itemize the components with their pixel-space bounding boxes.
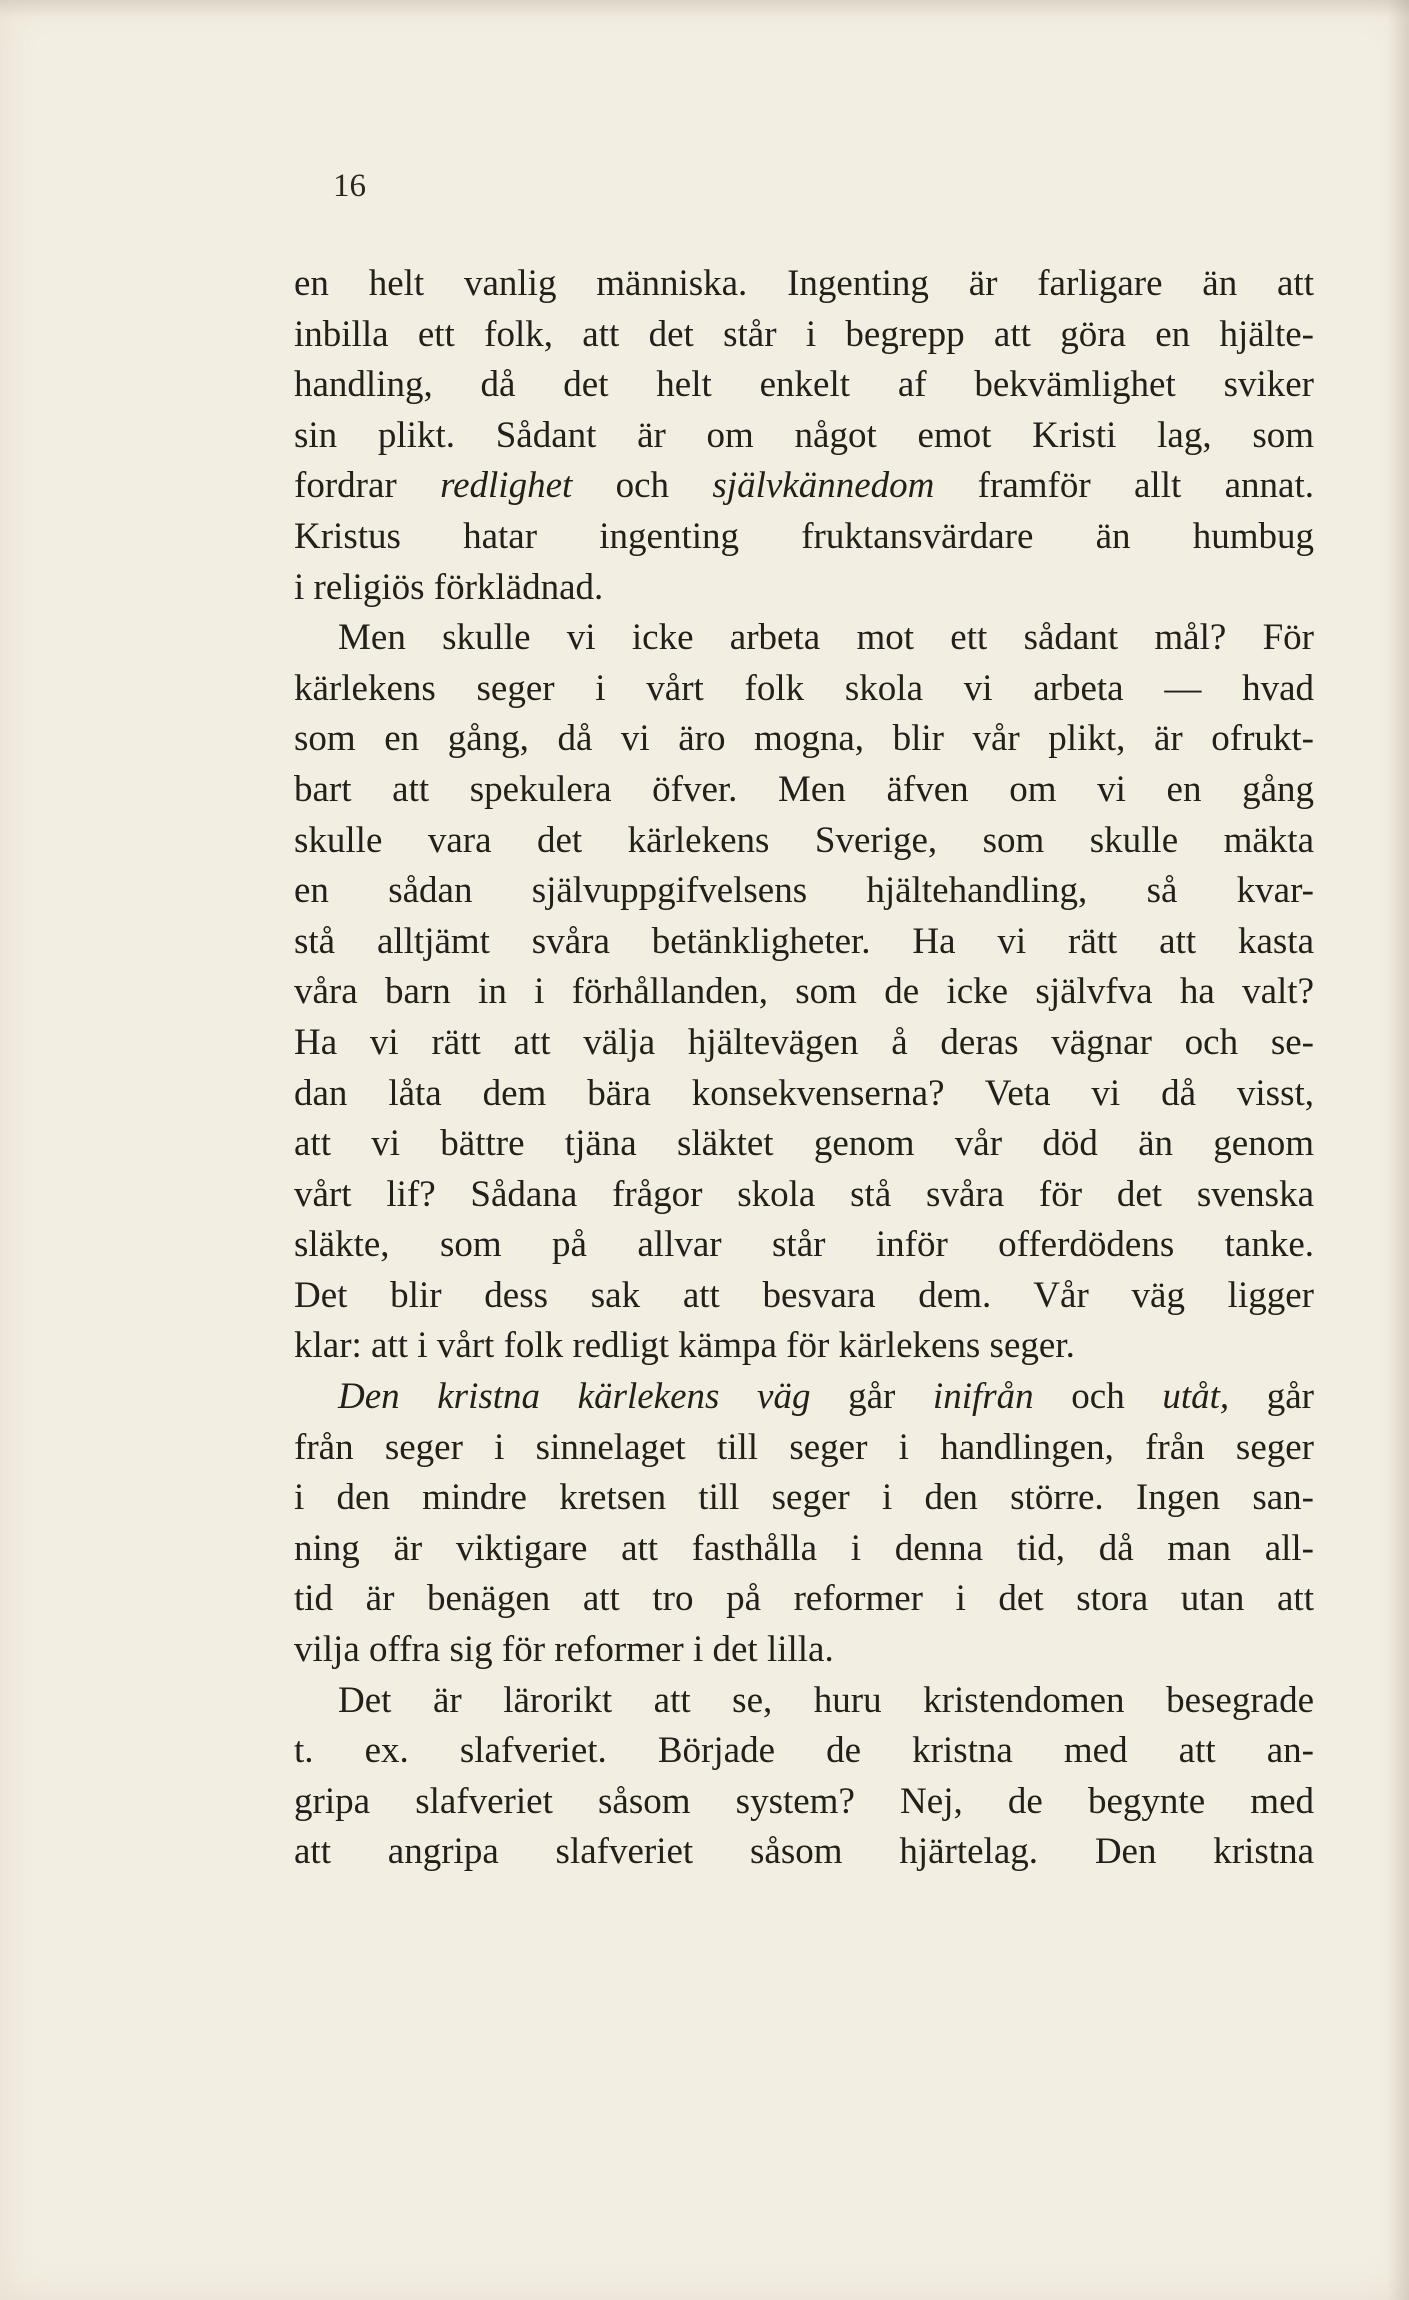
text-line [294, 411, 1314, 462]
text-line [294, 1625, 1314, 1676]
text-segment: framför allt annat. [934, 465, 1314, 507]
text-segment: Det blir dess sak att besvara dem. Vår väg ligger [294, 1274, 1314, 1316]
text-line [294, 461, 1314, 512]
text-line [294, 1524, 1314, 1575]
text-segment: i religiös förklädnad. [294, 566, 604, 608]
text-segment: och [572, 465, 713, 507]
text-line [294, 1170, 1314, 1221]
italic-text: Den kristna kärlekens väg [338, 1376, 811, 1418]
page-top-shadow [0, 0, 1409, 18]
text-segment: att vi bättre tjäna släktet genom vår död än genom [294, 1123, 1314, 1165]
text-segment: Men skulle vi icke arbeta mot ett sådant mål? För [338, 617, 1314, 659]
text-segment: inbilla ett folk, att det står i begrepp att göra en hjälte- [294, 313, 1314, 355]
text-segment: stå alltjämt svåra betänkligheter. Ha vi rätt att kasta [294, 920, 1314, 962]
text-segment: släkte, som på allvar står inför offerdödens tanke. [294, 1224, 1314, 1266]
text-segment: som en gång, då vi äro mogna, blir vår plikt, är ofrukt- [294, 718, 1314, 760]
text-segment: går [810, 1376, 933, 1418]
text-segment: en sådan självuppgifvelsens hjältehandling, så kvar- [294, 870, 1314, 912]
text-segment: dan låta dem bära konsekvenserna? Veta vi då visst, [294, 1072, 1314, 1114]
text-line [294, 816, 1314, 867]
page-number: 16 [333, 168, 366, 204]
text-line [294, 1119, 1314, 1170]
italic-text: redlighet [440, 465, 573, 507]
text-segment: en helt vanlig människa. Ingenting är farligare än att [294, 263, 1314, 304]
text-segment: bart att spekulera öfver. Men äfven om vi en gång [294, 768, 1314, 810]
text-line [294, 1574, 1314, 1625]
text-segment: Kristus hatar ingenting fruktansvärdare än humbug [294, 515, 1314, 557]
text-line [294, 1271, 1314, 1322]
text-line [294, 512, 1314, 563]
text-line [294, 613, 1314, 664]
text-line [294, 259, 1314, 310]
text-segment: gripa slafveriet såsom system? Nej, de begynte med [294, 1780, 1314, 1822]
text-segment: klar: att i vårt folk redligt kämpa för kärlekens seger. [294, 1325, 1075, 1367]
text-segment: Ha vi rätt att välja hjältevägen å deras vägnar och se- [294, 1021, 1314, 1063]
text-segment: Det är lärorikt att se, huru kristendomen besegrade [338, 1679, 1314, 1721]
text-line [294, 866, 1314, 917]
italic-text: utåt, [1162, 1376, 1230, 1418]
text-line [294, 1676, 1314, 1727]
text-segment: och [1033, 1376, 1163, 1418]
text-line [294, 1473, 1314, 1524]
text-line [294, 1777, 1314, 1828]
text-line [294, 1726, 1314, 1777]
page-edge-shadow [1387, 0, 1409, 2300]
italic-text: inifrån [932, 1376, 1034, 1418]
italic-text: självkännedom [712, 465, 935, 507]
text-line [294, 1220, 1314, 1271]
text-segment: ning är viktigare att fasthålla i denna tid, då man all- [294, 1527, 1314, 1569]
text-segment: tid är benägen att tro på reformer i det stora utan att [294, 1578, 1314, 1620]
text-segment: att angripa slafveriet såsom hjärtelag. Den kristna [294, 1831, 1314, 1873]
text-segment: går [1229, 1376, 1314, 1418]
text-segment: sin plikt. Sådant är om något emot Kristi lag, som [294, 414, 1314, 456]
text-line [294, 1423, 1314, 1474]
text-line [294, 360, 1314, 411]
text-line [294, 917, 1314, 968]
text-segment: skulle vara det kärlekens Sverige, som skulle mäkta [294, 819, 1314, 861]
text-line [294, 1827, 1314, 1878]
text-segment: vilja offra sig för reformer i det lilla. [294, 1629, 834, 1671]
text-segment: fordrar [294, 465, 441, 507]
text-segment: våra barn in i förhållanden, som de icke självfva ha valt? [294, 971, 1314, 1013]
text-segment: i den mindre kretsen till seger i den större. Ingen san- [294, 1477, 1314, 1519]
text-segment: handling, då det helt enkelt af bekvämlighet sviker [294, 364, 1314, 406]
body-text [294, 259, 1314, 1878]
text-segment: t. ex. slafveriet. Började de kristna med att an- [294, 1730, 1314, 1772]
text-line [294, 664, 1314, 715]
text-line [294, 967, 1314, 1018]
text-line [294, 1069, 1314, 1120]
text-segment: vårt lif? Sådana frågor skola stå svåra för det svenska [294, 1173, 1314, 1215]
text-line [294, 765, 1314, 816]
text-line [294, 1018, 1314, 1069]
text-line [294, 1372, 1314, 1423]
text-line [294, 1321, 1314, 1372]
text-line [294, 310, 1314, 361]
text-line [294, 563, 1314, 614]
text-line [294, 714, 1314, 765]
text-segment: från seger i sinnelaget till seger i handlingen, från seger [294, 1426, 1314, 1468]
text-segment: kärlekens seger i vårt folk skola vi arbeta — hvad [294, 667, 1314, 709]
